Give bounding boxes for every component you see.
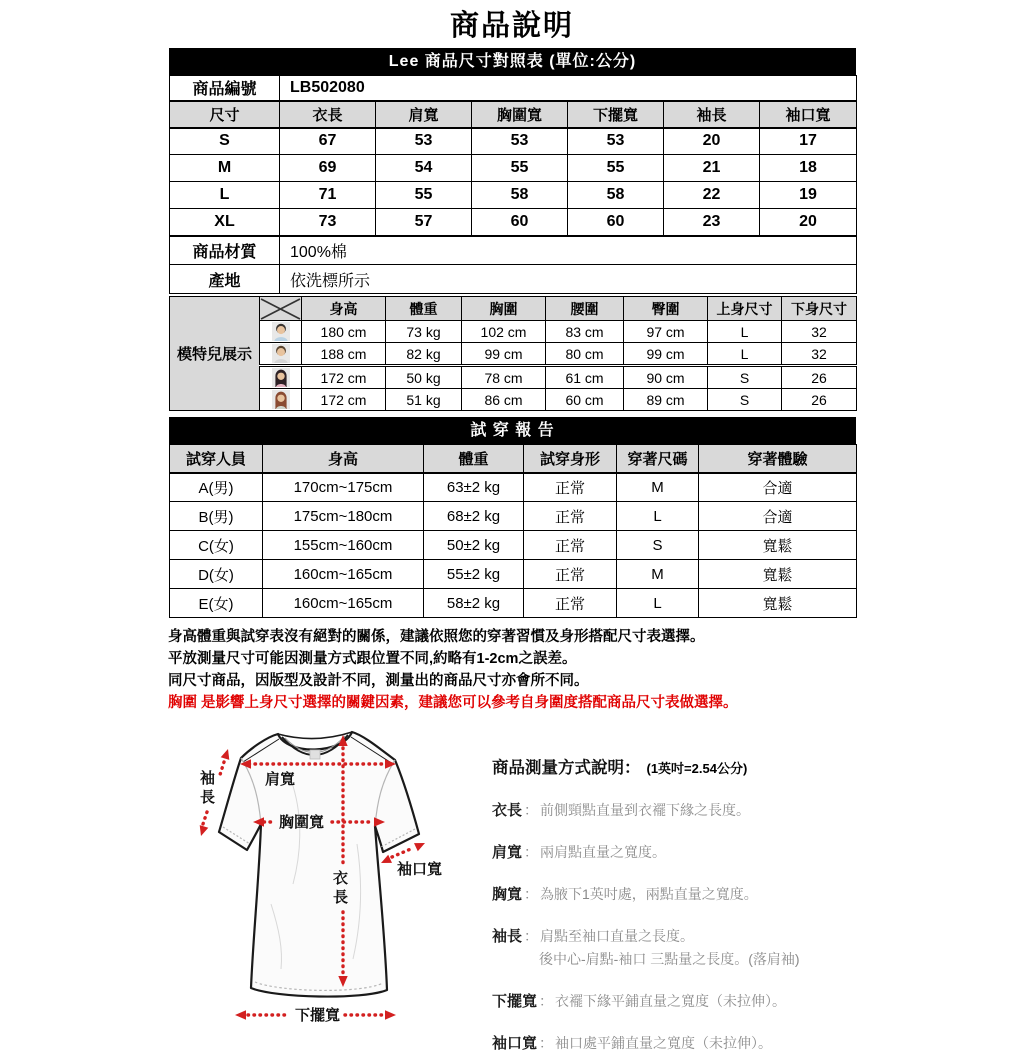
origin-row: [170, 265, 857, 294]
value-cell: 78 cm: [462, 366, 546, 389]
size-chart-banner: Lee 商品尺寸對照表 (單位:公分): [169, 48, 856, 75]
guide-title-row: [492, 754, 1024, 778]
value-cell: 69: [280, 155, 376, 182]
female-model-1-avatar: [260, 366, 302, 389]
measurement-section: [175, 724, 1024, 1053]
diagram-label-shoulder-width: 肩寬: [265, 771, 296, 788]
model-showcase-table: [169, 296, 857, 411]
value-cell: 60: [568, 209, 664, 236]
weight-header: 體重: [424, 445, 524, 473]
value-cell: M: [617, 473, 699, 502]
guide-item-length: 衣長 ： 前側頸點直量到衣襬下緣之長度。: [492, 802, 751, 819]
value-cell: E(女): [170, 589, 263, 618]
waist-header: 腰圍: [546, 297, 624, 321]
origin-label: 產地: [170, 265, 280, 294]
note-line: 平放測量尺寸可能因測量方式跟位置不同,約略有1-2cm之誤差。: [168, 651, 577, 667]
size-cell: M: [170, 155, 280, 182]
measurement-guide: [480, 724, 1024, 1053]
guide-unit-note: (1英吋=2.54公分): [646, 761, 748, 776]
material-row: [170, 236, 857, 265]
size-row-m: [170, 155, 857, 182]
value-cell: L: [708, 321, 782, 343]
value-cell: 20: [760, 209, 857, 236]
model-row: [170, 343, 857, 366]
height-header: 身高: [263, 445, 424, 473]
size-row-xl: [170, 209, 857, 236]
value-cell: 58: [472, 182, 568, 209]
bottom-size-header: 下身尺寸: [782, 297, 857, 321]
origin-value: 依洗標所示: [280, 265, 857, 294]
value-cell: 正常: [524, 502, 617, 531]
value-cell: 60: [472, 209, 568, 236]
tshirt-diagram-svg: [175, 724, 480, 1049]
value-cell: 53: [568, 128, 664, 155]
sleeve-header: 袖長: [664, 101, 760, 128]
product-code-row: [170, 76, 857, 101]
size-row-l: [170, 182, 857, 209]
value-cell: 18: [760, 155, 857, 182]
size-chart-header-row: [170, 101, 857, 128]
value-cell: 正常: [524, 589, 617, 618]
value-cell: 26: [782, 389, 857, 411]
value-cell: 22: [664, 182, 760, 209]
diagram-label-body-length: 衣長: [331, 870, 348, 908]
diagram-label-cuff-width: 袖口寬: [397, 861, 443, 878]
tshirt-measurement-diagram: [175, 724, 480, 1049]
body-type-header: 試穿身形: [524, 445, 617, 473]
top-size-header: 上身尺寸: [708, 297, 782, 321]
fit-report-table: [169, 444, 857, 618]
guide-title: 商品測量方式說明：: [492, 759, 641, 777]
weight-header: 體重: [386, 297, 462, 321]
tester-header: 試穿人員: [170, 445, 263, 473]
value-cell: S: [708, 389, 782, 411]
value-cell: 89 cm: [624, 389, 708, 411]
worn-size-header: 穿著尺碼: [617, 445, 699, 473]
value-cell: 55: [568, 155, 664, 182]
value-cell: 86 cm: [462, 389, 546, 411]
value-cell: 寬鬆: [699, 531, 857, 560]
value-cell: 99 cm: [624, 343, 708, 366]
value-cell: 58±2 kg: [424, 589, 524, 618]
guide-item-sleeve: 袖長 ： 肩點至袖口直量之長度。 後中心-肩點-袖口 三點量之長度。(落肩袖): [492, 925, 1024, 969]
value-cell: L: [708, 343, 782, 366]
size-cell: S: [170, 128, 280, 155]
fit-row-a: [170, 473, 857, 502]
page-title: 商品說明: [449, 10, 574, 42]
model-header-row: [170, 297, 857, 321]
value-cell: 188 cm: [302, 343, 386, 366]
model-row: [170, 366, 857, 389]
value-cell: 99 cm: [462, 343, 546, 366]
product-code-value: LB502080: [280, 76, 857, 101]
value-cell: L: [617, 589, 699, 618]
hip-header: 臀圍: [624, 297, 708, 321]
value-cell: 102 cm: [462, 321, 546, 343]
fit-feel-header: 穿著體驗: [699, 445, 857, 473]
value-cell: 21: [664, 155, 760, 182]
fit-row-b: [170, 502, 857, 531]
value-cell: 180 cm: [302, 321, 386, 343]
guide-item-chest: 胸寬 ： 為腋下1英吋處，兩點直量之寬度。: [492, 886, 758, 903]
model-row: [170, 389, 857, 411]
value-cell: 正常: [524, 560, 617, 589]
value-cell: 160cm~165cm: [263, 589, 424, 618]
model-section-label: 模特兒展示: [170, 297, 260, 411]
female-model-2-avatar: [260, 389, 302, 411]
cuff-header: 袖口寬: [760, 101, 857, 128]
value-cell: 17: [760, 128, 857, 155]
fit-header-row: [170, 445, 857, 473]
diagram-label-sleeve-length: 袖長: [198, 770, 215, 808]
value-cell: 55: [472, 155, 568, 182]
chest-header: 胸圍寬: [472, 101, 568, 128]
value-cell: 寬鬆: [699, 589, 857, 618]
value-cell: 50 kg: [386, 366, 462, 389]
value-cell: A(男): [170, 473, 263, 502]
fit-row-c: [170, 531, 857, 560]
value-cell: 61 cm: [546, 366, 624, 389]
value-cell: C(女): [170, 531, 263, 560]
value-cell: 68±2 kg: [424, 502, 524, 531]
value-cell: 54: [376, 155, 472, 182]
height-header: 身高: [302, 297, 386, 321]
value-cell: L: [617, 502, 699, 531]
guide-item-sleeve-line2: 後中心-肩點-袖口 三點量之長度。(落肩袖): [539, 951, 800, 967]
note-line: 身高體重與試穿表沒有絕對的關係，建議依照您的穿著習慣及身形搭配尺寸表選擇。: [168, 629, 705, 645]
note-line: 同尺寸商品，因版型及設計不同，測量出的商品尺寸亦會所不同。: [168, 673, 589, 689]
value-cell: 83 cm: [546, 321, 624, 343]
cross-icon: [260, 297, 302, 321]
material-label: 商品材質: [170, 236, 280, 265]
shoulder-header: 肩寬: [376, 101, 472, 128]
model-row: [170, 321, 857, 343]
length-header: 衣長: [280, 101, 376, 128]
value-cell: B(男): [170, 502, 263, 531]
chest-header: 胸圍: [462, 297, 546, 321]
value-cell: 58: [568, 182, 664, 209]
product-description-page: [0, 3, 1024, 1052]
value-cell: 97 cm: [624, 321, 708, 343]
value-cell: 155cm~160cm: [263, 531, 424, 560]
guide-item-cuff: 袖口寬 ： 袖口處平鋪直量之寬度（未拉伸）。: [492, 1035, 773, 1052]
value-cell: 正常: [524, 531, 617, 560]
value-cell: S: [708, 366, 782, 389]
value-cell: 172 cm: [302, 366, 386, 389]
value-cell: 寬鬆: [699, 560, 857, 589]
size-chart-table: [169, 75, 857, 294]
fit-row-e: [170, 589, 857, 618]
value-cell: 55: [376, 182, 472, 209]
note-line-chest-highlight: 胸圍 是影響上身尺寸選擇的關鍵因素，建議您可以參考自身圍度搭配商品尺寸表做選擇。: [168, 695, 738, 711]
size-cell: XL: [170, 209, 280, 236]
value-cell: 170cm~175cm: [263, 473, 424, 502]
size-cell: L: [170, 182, 280, 209]
fit-report-banner: 試 穿 報 告: [169, 417, 856, 444]
material-value: 100%棉: [280, 236, 857, 265]
value-cell: 19: [760, 182, 857, 209]
value-cell: 55±2 kg: [424, 560, 524, 589]
value-cell: 82 kg: [386, 343, 462, 366]
value-cell: 合適: [699, 502, 857, 531]
neck-tag: [310, 750, 320, 759]
value-cell: 53: [376, 128, 472, 155]
value-cell: 73: [280, 209, 376, 236]
guide-item-shoulder: 肩寬 ： 兩肩點直量之寬度。: [492, 844, 667, 861]
male-model-1-avatar: [260, 321, 302, 343]
product-code-label: 商品編號: [170, 76, 280, 101]
value-cell: 80 cm: [546, 343, 624, 366]
value-cell: 73 kg: [386, 321, 462, 343]
male-model-2-avatar: [260, 343, 302, 366]
diagram-label-hem-width: 下擺寬: [295, 1007, 341, 1024]
value-cell: 53: [472, 128, 568, 155]
sizing-notes: [168, 626, 868, 714]
value-cell: 63±2 kg: [424, 473, 524, 502]
value-cell: 32: [782, 343, 857, 366]
size-header: 尺寸: [170, 101, 280, 128]
value-cell: 90 cm: [624, 366, 708, 389]
value-cell: 175cm~180cm: [263, 502, 424, 531]
value-cell: 50±2 kg: [424, 531, 524, 560]
value-cell: 26: [782, 366, 857, 389]
value-cell: 60 cm: [546, 389, 624, 411]
value-cell: 160cm~165cm: [263, 560, 424, 589]
value-cell: 合適: [699, 473, 857, 502]
diagram-label-chest-width: 胸圍寬: [279, 814, 325, 831]
value-cell: D(女): [170, 560, 263, 589]
fit-row-d: [170, 560, 857, 589]
hem-header: 下擺寬: [568, 101, 664, 128]
value-cell: 正常: [524, 473, 617, 502]
value-cell: 172 cm: [302, 389, 386, 411]
size-row-s: [170, 128, 857, 155]
value-cell: 67: [280, 128, 376, 155]
value-cell: S: [617, 531, 699, 560]
value-cell: 71: [280, 182, 376, 209]
value-cell: 20: [664, 128, 760, 155]
value-cell: 51 kg: [386, 389, 462, 411]
value-cell: 32: [782, 321, 857, 343]
spec-sheet: [169, 48, 856, 618]
value-cell: M: [617, 560, 699, 589]
value-cell: 57: [376, 209, 472, 236]
guide-item-hem: 下擺寬 ： 衣襬下緣平鋪直量之寬度（未拉伸）。: [492, 993, 787, 1010]
value-cell: 23: [664, 209, 760, 236]
